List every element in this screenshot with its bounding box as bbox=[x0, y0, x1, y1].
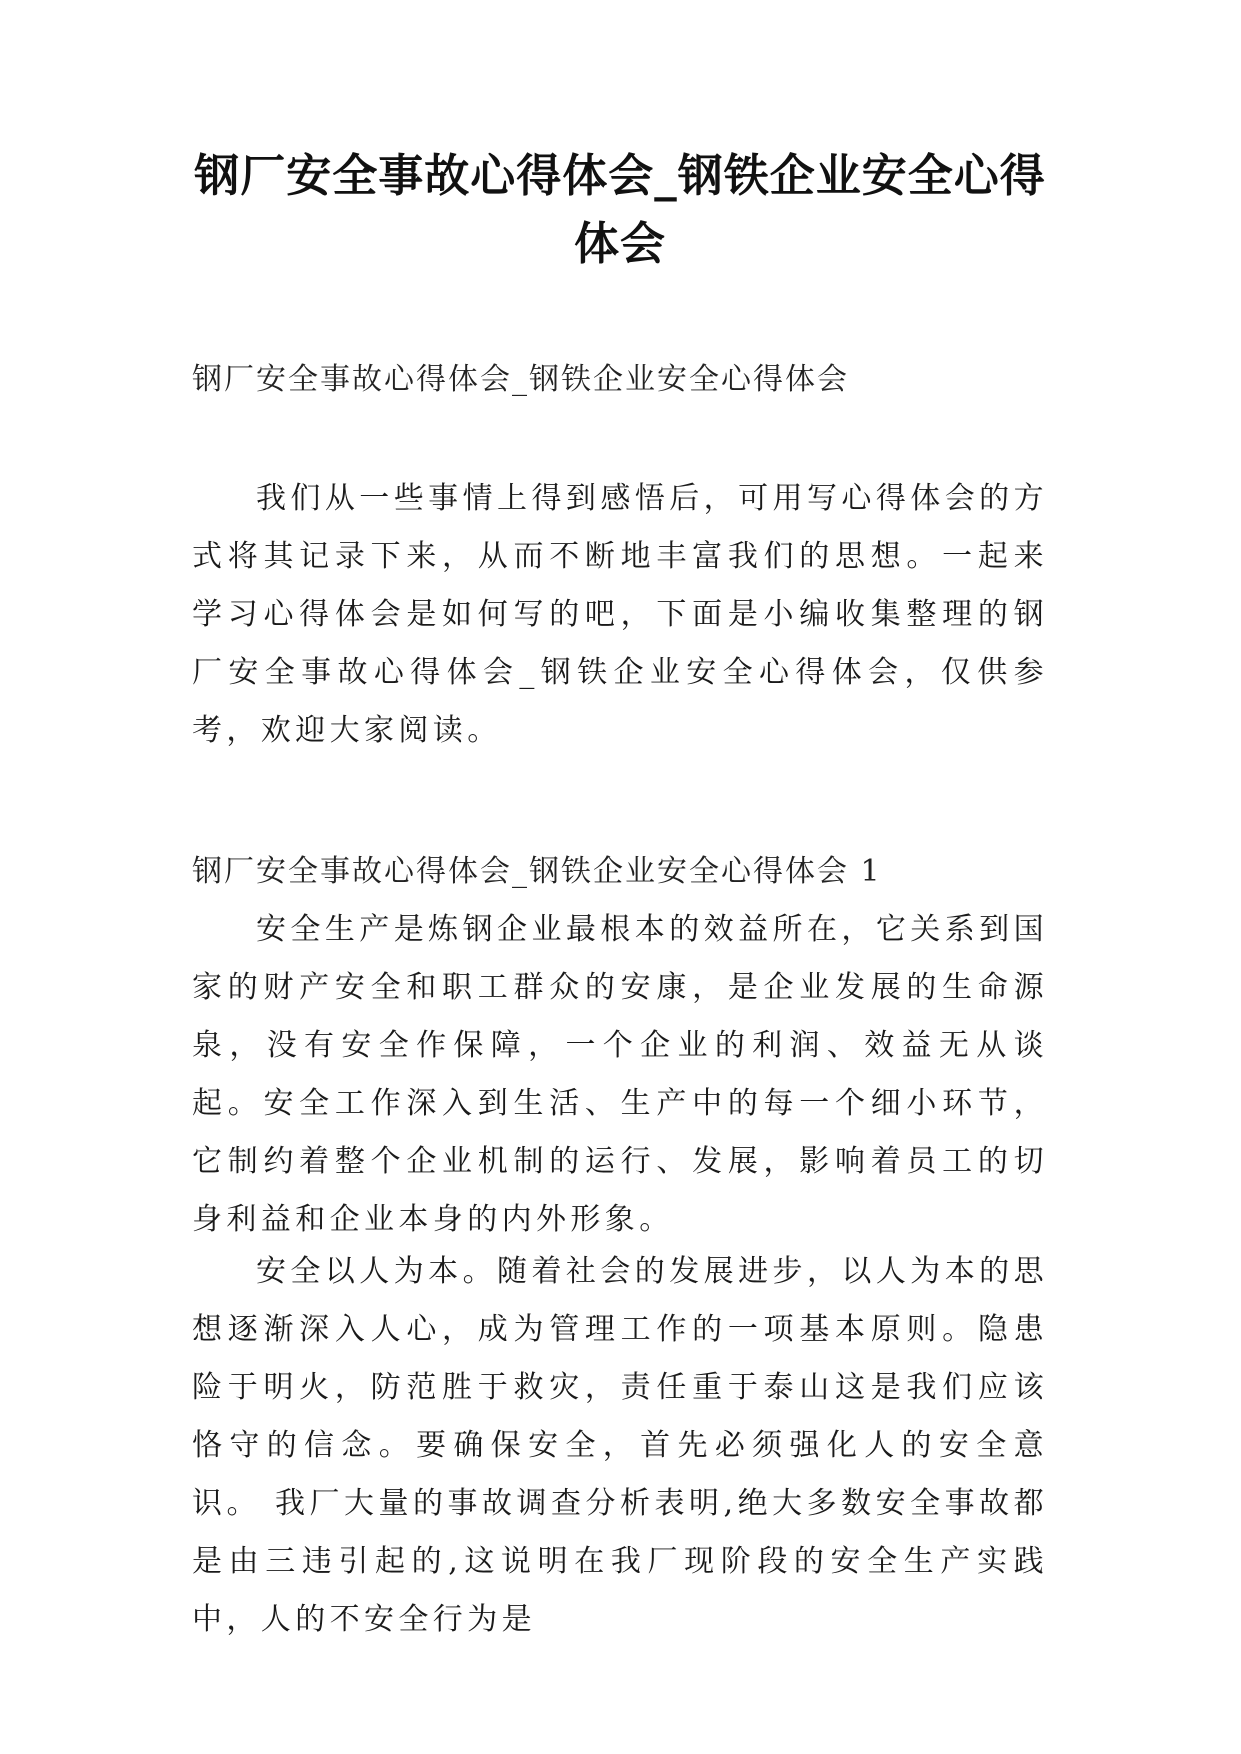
document-subtitle: 钢厂安全事故心得体会_钢铁企业安全心得体会 bbox=[192, 362, 849, 397]
section-heading: 钢厂安全事故心得体会_钢铁企业安全心得体会 1 bbox=[192, 854, 882, 889]
body-paragraph: 安全以人为本。随着社会的发展进步，以人为本的思想逐渐深入人心，成为管理工作的一项基本原则。隐患 险于明火，防范胜于救灾，责任重于泰山这是我们应该恪守的信念。要确保安全，首先必须强化人的安全意识。 我厂大量的事故调查分析表明,绝大多数安全事故都是由三违引起的,这说明在我厂现阶段的安全生产实践中，人的不安全行为是 bbox=[192, 1254, 1048, 1637]
body-paragraph: 安全生产是炼钢企业最根本的效益所在，它关系到国家的财产安全和职工群众的安康，是企业发展的生命源泉，没有安全作保障，一个企业的利润、效益无从谈起。安全工作深入到生活、生产中的每一个细小环节，它制约着整个企业机制的运行、发展，影响着员工的切身利益和企业本身的内外形象。 bbox=[192, 912, 1048, 1237]
document-title: 钢厂安全事故心得体会_钢铁企业安全心得体会 bbox=[194, 149, 1046, 270]
intro-paragraph: 我们从一些事情上得到感悟后，可用写心得体会的方式将其记录下来，从而不断地丰富我们的思想。一起来学习心得体会是如何写的吧，下面是小编收集整理的钢厂安全事故心得体会_钢铁企业安全心得体会，仅供参考，欢迎大家阅读。 bbox=[192, 481, 1048, 748]
